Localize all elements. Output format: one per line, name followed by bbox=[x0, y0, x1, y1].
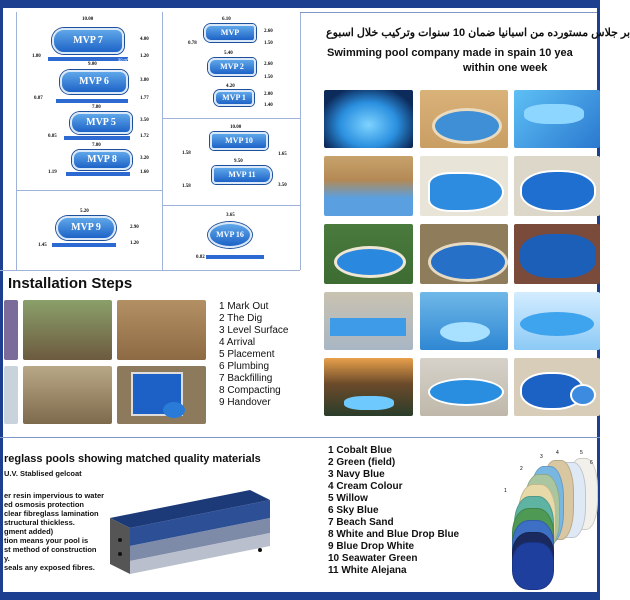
gallery-photo bbox=[420, 156, 508, 216]
pool-dim: 3.80 bbox=[140, 78, 149, 83]
step-item: 9 Handover bbox=[219, 397, 271, 408]
swatch-number: 2 bbox=[520, 466, 523, 472]
pool-dim: 10.00 bbox=[230, 125, 242, 130]
step-item: 4 Arrival bbox=[219, 337, 256, 348]
color-item: 5 Willow bbox=[328, 493, 368, 504]
step-item: 5 Placement bbox=[219, 349, 275, 360]
section-divider bbox=[300, 12, 597, 13]
gallery-photo bbox=[324, 156, 413, 216]
pool-dim: 5.40 bbox=[224, 51, 233, 56]
color-item: 9 Blue Drop White bbox=[328, 541, 415, 552]
pool-diagram-mvp bbox=[204, 24, 256, 42]
grid-line bbox=[300, 12, 301, 270]
step-item: 2 The Dig bbox=[219, 313, 263, 324]
pool-diagram-mvp5 bbox=[70, 112, 132, 134]
pool-diagram-mvp7 bbox=[52, 28, 124, 54]
gallery-photo bbox=[514, 90, 600, 148]
pool-dim: 9.00 bbox=[88, 62, 97, 67]
pool-dim: 0.78 bbox=[188, 41, 197, 46]
pool-dim: 1.20 bbox=[140, 54, 149, 59]
grid-line bbox=[162, 12, 163, 270]
pool-dim: 1.65 bbox=[278, 152, 287, 157]
pool-diagram-mvp16 bbox=[208, 222, 252, 248]
pool-label: MVP 11 bbox=[228, 170, 256, 179]
color-item: 11 White Alejana bbox=[328, 565, 407, 576]
installation-steps bbox=[219, 301, 289, 409]
quality-bullet: ed osmosis protection bbox=[4, 500, 85, 509]
gallery-photo bbox=[514, 156, 600, 216]
quality-bullet: tion means your pool is bbox=[4, 536, 89, 545]
pool-dim: 2.60 bbox=[264, 29, 273, 34]
pool-diagram-mvp6 bbox=[60, 70, 128, 94]
layer-marker bbox=[258, 548, 262, 552]
color-item: 3 Navy Blue bbox=[328, 469, 385, 480]
gallery-photo bbox=[420, 292, 508, 350]
gallery-photo bbox=[514, 224, 600, 284]
quality-title: reglass pools showing matched quality materials bbox=[4, 453, 261, 465]
color-item: 10 Seawater Green bbox=[328, 553, 418, 564]
grid-line bbox=[162, 205, 300, 206]
pool-label: MVP 6 bbox=[79, 76, 109, 87]
pool-diagram-mvp2 bbox=[208, 58, 256, 76]
pool-dim: 1.58 bbox=[182, 184, 191, 189]
pool-dim: 3.20 bbox=[140, 156, 149, 161]
pool-label: MVP 8 bbox=[87, 154, 117, 165]
swatch-number: 3 bbox=[540, 454, 543, 460]
grid-line bbox=[162, 118, 300, 119]
quality-bullet: clear fibreglass lamination bbox=[4, 509, 99, 518]
install-photo bbox=[117, 300, 206, 360]
color-item: 1 Cobalt Blue bbox=[328, 445, 392, 456]
pool-base bbox=[52, 243, 116, 247]
swatch-number: 5 bbox=[580, 450, 583, 456]
quality-bullets bbox=[4, 491, 104, 572]
pool-dim: 4.20 bbox=[226, 84, 235, 89]
grid-line bbox=[16, 190, 162, 191]
step-item: 3 Level Surface bbox=[219, 325, 289, 336]
gallery-photo bbox=[514, 292, 600, 350]
install-photo bbox=[23, 366, 112, 424]
gallery-photo bbox=[514, 358, 600, 416]
section-divider bbox=[0, 437, 600, 438]
pool-dim: 7.80 bbox=[92, 105, 101, 110]
pool-dim: 2.60 bbox=[264, 62, 273, 67]
pool-dim: 2.90 bbox=[130, 225, 139, 230]
pool-dim: 1.72 bbox=[140, 134, 149, 139]
swatch-number: 6 bbox=[590, 460, 593, 466]
pool-dim: 1.40 bbox=[264, 103, 273, 108]
color-item: 4 Cream Colour bbox=[328, 481, 403, 492]
pool-dim: 1.77 bbox=[140, 96, 149, 101]
gallery-photo bbox=[420, 224, 508, 284]
pool-dim: 3.50 bbox=[278, 183, 287, 188]
grid-line bbox=[16, 12, 17, 270]
install-photo bbox=[4, 366, 18, 424]
pool-dim: 5.20 bbox=[80, 209, 89, 214]
step-item: 8 Compacting bbox=[219, 385, 281, 396]
installation-title: Installation Steps bbox=[8, 275, 133, 292]
pool-label: MVP 1 bbox=[222, 93, 246, 102]
install-photo bbox=[117, 366, 206, 424]
pool-diagram-mvp8 bbox=[72, 150, 132, 170]
pool-base bbox=[64, 136, 130, 140]
install-photo bbox=[23, 300, 112, 360]
pool-dim: 2.00 bbox=[264, 92, 273, 97]
pool-dim: 1.80 bbox=[32, 54, 41, 59]
pool-dim: 1.58 bbox=[182, 151, 191, 156]
gallery-photo bbox=[420, 358, 508, 416]
quality-bullet: gment added) bbox=[4, 527, 54, 536]
pool-dim: 4.00 bbox=[140, 37, 149, 42]
pool-dim: 6.10 bbox=[222, 17, 231, 22]
bottom-border bbox=[0, 592, 600, 600]
color-options bbox=[328, 445, 459, 577]
pool-dim: 1.20 bbox=[130, 241, 139, 246]
pool-label: MVP 9 bbox=[71, 222, 101, 233]
install-photo bbox=[4, 300, 18, 360]
pool-dim: 9.50 bbox=[234, 159, 243, 164]
pool-diagram-mvp1 bbox=[214, 90, 254, 106]
pool-diagram-mvp9 bbox=[56, 216, 116, 240]
pool-dim: 1.50 bbox=[264, 75, 273, 80]
swatch-cobalt-blue bbox=[512, 542, 554, 590]
pool-base bbox=[56, 99, 128, 103]
headline-line1: Swimming pool company made in spain 10 yea bbox=[327, 47, 573, 59]
pool-base bbox=[48, 57, 128, 61]
quality-bullet: U.V. Stablised gelcoat bbox=[4, 469, 82, 478]
gallery-photo bbox=[420, 90, 508, 148]
pool-label: MVP 7 bbox=[73, 35, 103, 46]
quality-bullet: st method of construction bbox=[4, 545, 97, 554]
swatch-number: 4 bbox=[556, 450, 559, 456]
pool-dim: 1.19 bbox=[48, 170, 57, 175]
pool-label: MVP 5 bbox=[86, 117, 116, 128]
headline-line2: within one week bbox=[463, 62, 548, 74]
layer-marker bbox=[118, 552, 122, 556]
pool-label: MVP 2 bbox=[220, 62, 244, 71]
gallery-photo bbox=[324, 90, 413, 148]
pool-dim: 1.45 bbox=[38, 243, 47, 248]
quality-bullet: structural thickless. bbox=[4, 518, 75, 527]
gallery-photo bbox=[324, 358, 413, 416]
headline-english bbox=[327, 46, 573, 76]
pool-base bbox=[66, 172, 130, 176]
gallery-photo bbox=[324, 224, 413, 284]
pool-dim: 1.60 bbox=[140, 170, 149, 175]
pool-dim: 10.00 bbox=[82, 17, 94, 22]
quality-bullet: er resin impervious to water bbox=[4, 491, 105, 500]
pool-dim: 1.50 bbox=[264, 41, 273, 46]
pool-label: MVP bbox=[220, 28, 240, 37]
left-border bbox=[0, 0, 3, 600]
pool-diagram-mvp11 bbox=[212, 166, 272, 184]
layer-marker bbox=[118, 538, 122, 542]
pool-dim: 3.50 bbox=[140, 118, 149, 123]
step-item: 6 Plumbing bbox=[219, 361, 270, 372]
pool-dim: 0.87 bbox=[34, 96, 43, 101]
headline-arabic: بر جلاس مستورده من اسبانيا ضمان 10 سنوات وتركيب خلال اسبوع bbox=[326, 27, 630, 39]
pool-dim: 0.82 bbox=[196, 255, 205, 260]
pool-dim: 0.85 bbox=[48, 134, 57, 139]
gallery-photo bbox=[324, 292, 413, 350]
pool-dim: 7.80 bbox=[92, 143, 101, 148]
pool-diagram-mvp10 bbox=[210, 132, 268, 150]
swatch-number: 1 bbox=[504, 488, 507, 494]
step-item: 7 Backfilling bbox=[219, 373, 273, 384]
pool-area: 30 m³ bbox=[118, 57, 129, 62]
grid-line bbox=[0, 270, 300, 271]
layer-diagram bbox=[100, 488, 280, 588]
color-item: 2 Green (field) bbox=[328, 457, 396, 468]
color-item: 8 White and Blue Drop Blue bbox=[328, 529, 460, 540]
quality-bullet: seals any exposed fibres. bbox=[4, 563, 95, 572]
top-border bbox=[0, 0, 600, 8]
pool-base bbox=[206, 255, 264, 259]
quality-bullet: y. bbox=[4, 554, 10, 563]
pool-dim: 3.65 bbox=[226, 213, 235, 218]
pool-label: MVP 10 bbox=[225, 136, 253, 145]
pool-label: MVP 16 bbox=[216, 230, 244, 239]
color-item: 6 Sky Blue bbox=[328, 505, 379, 516]
color-item: 7 Beach Sand bbox=[328, 517, 394, 528]
step-item: 1 Mark Out bbox=[219, 301, 269, 312]
